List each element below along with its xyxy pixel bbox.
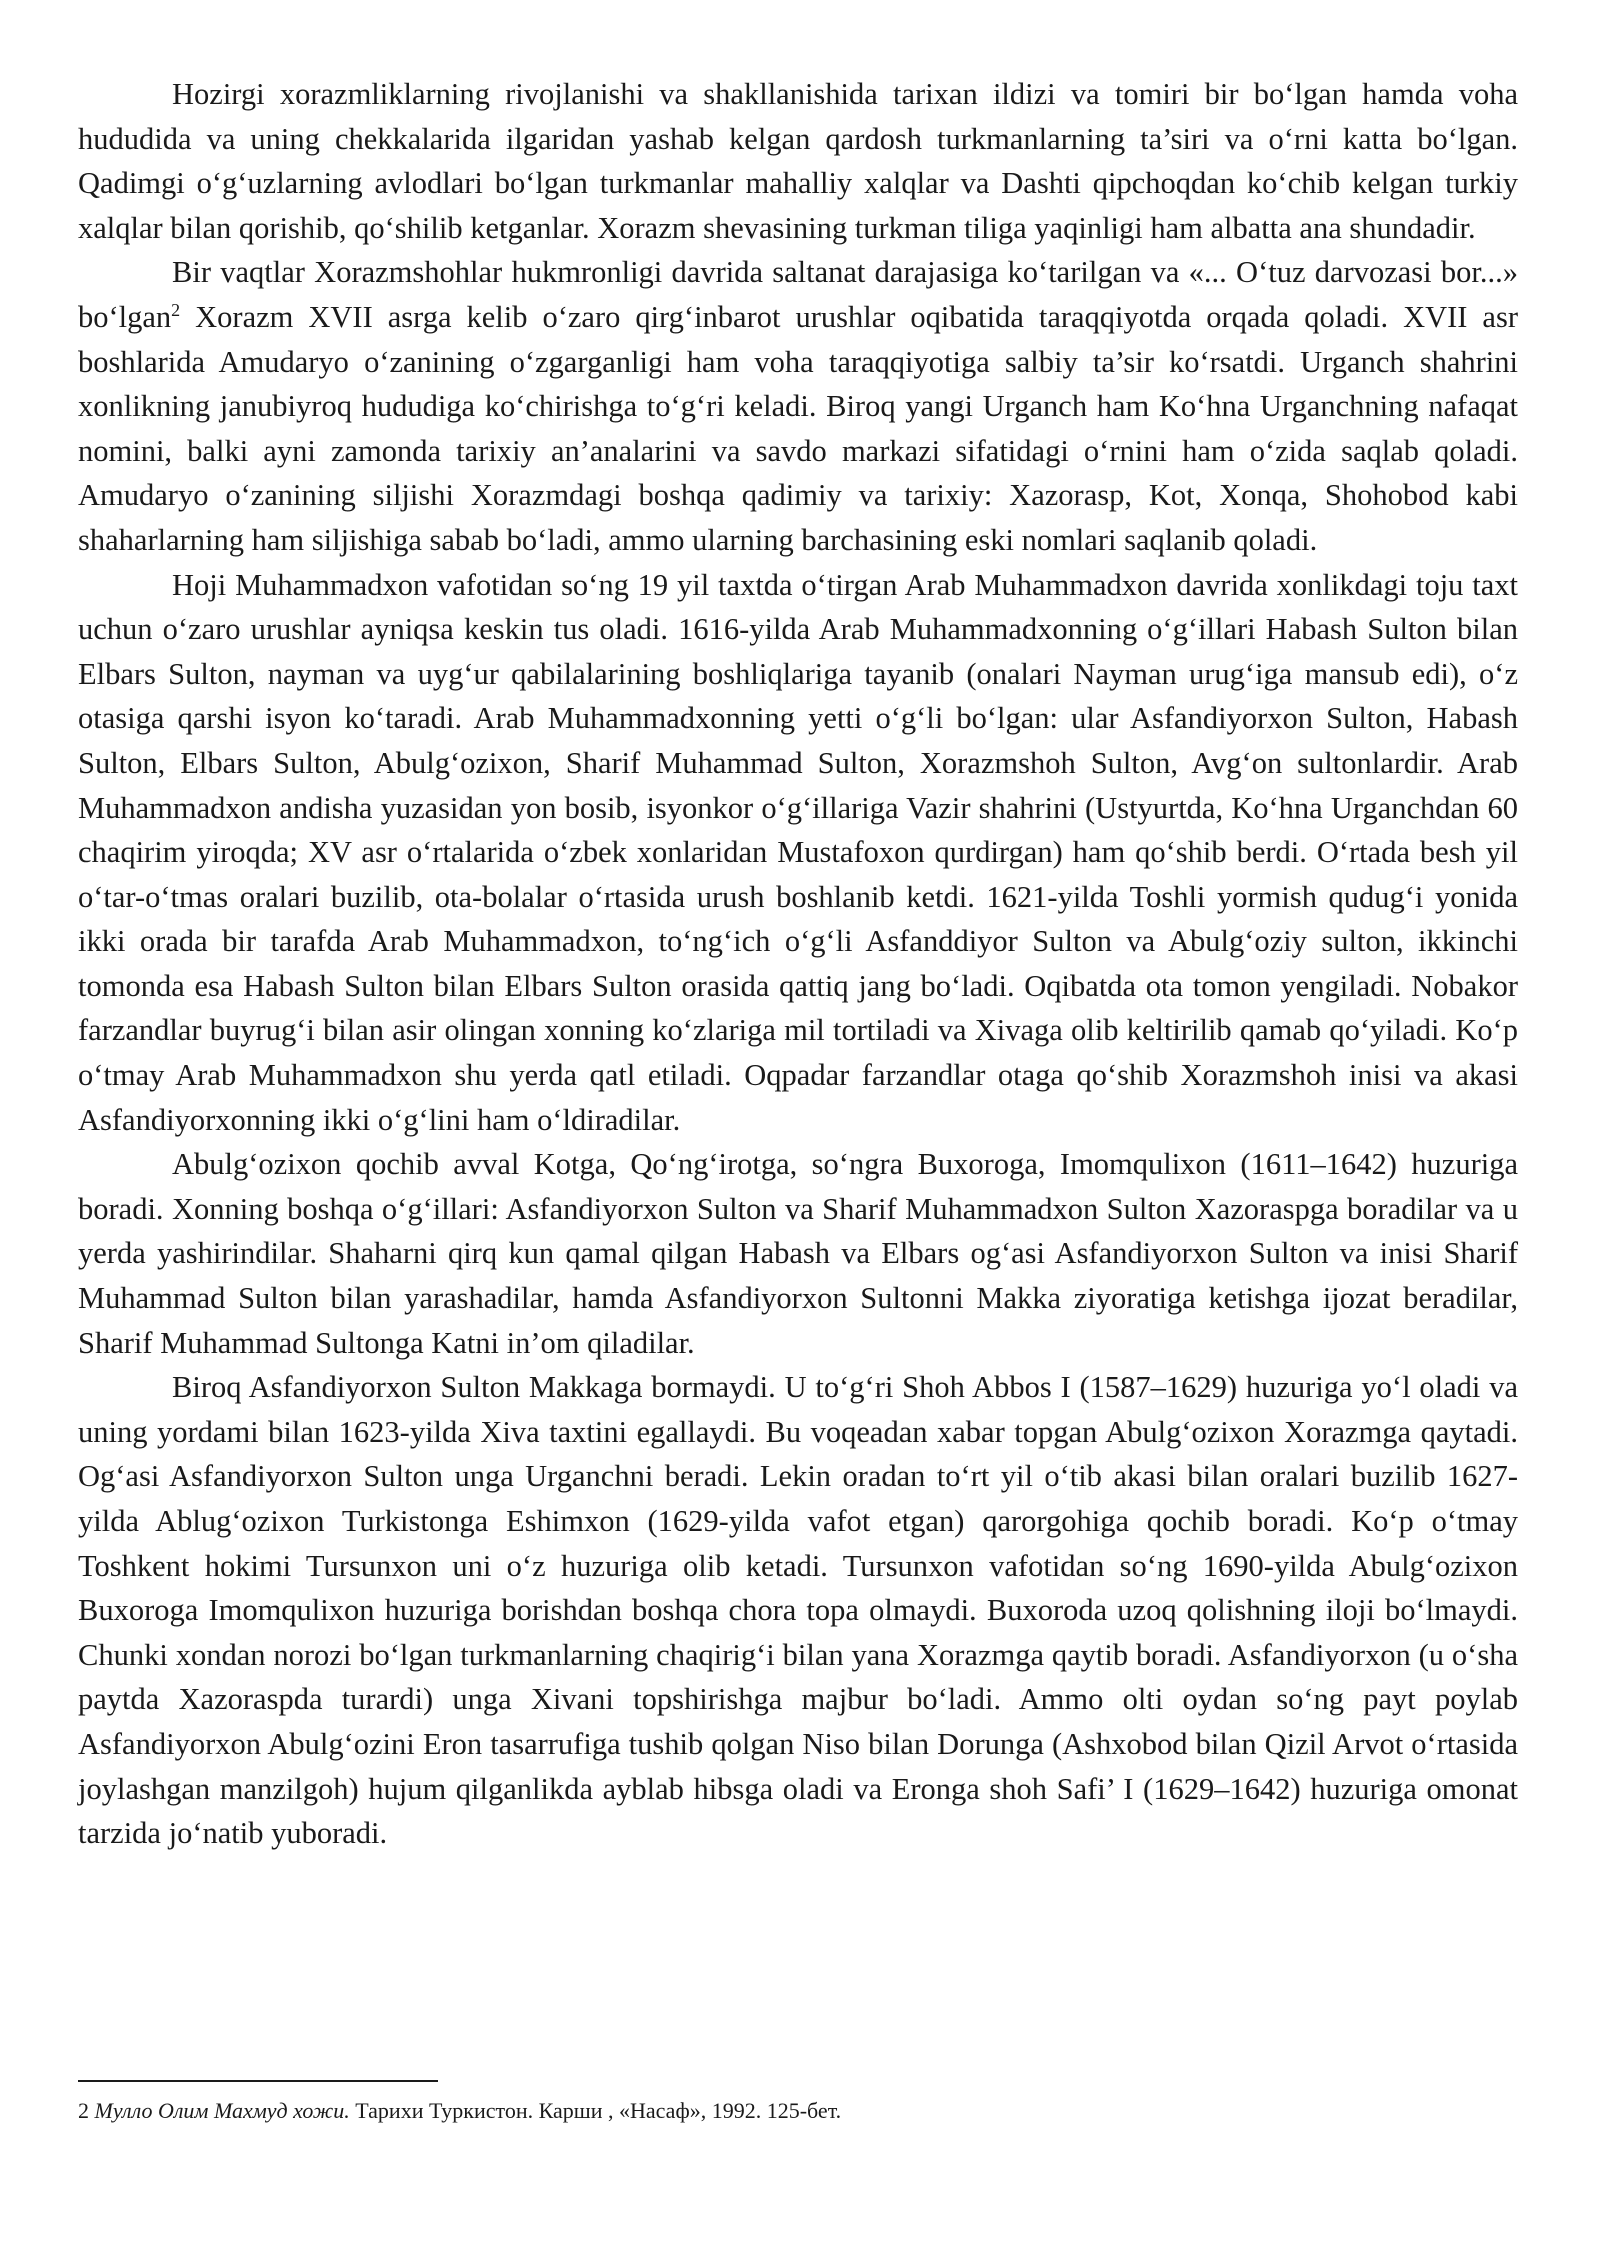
paragraph-1: Hozirgi xorazmliklarning rivojlanishi va shakllanishida tarixan ildizi va tomiri bir bo‘lgan hamda voha hududida va uning chekkalarida ilgaridan yashab kelgan qardosh turkmanlarning ta’siri va o‘rni katta bo‘lgan. Qadimgi o‘g‘uzlarning avlodlari bo‘lgan turkmanlar mahalliy xalqlar va Dashti qipchoqdan ko‘chib kelgan turkiy xalqlar bilan qorishib, qo‘shilib ketganlar. Xorazm shevasining turkman tiliga yaqinligi ham albatta ana shundadir. <box>78 77 1518 245</box>
footnote-number: 2 <box>78 2098 89 2123</box>
footnote-author: Мулло Олим Махмуд хожи. <box>94 2098 350 2123</box>
paragraph-5: Biroq Asfandiyorxon Sulton Makkaga bormaydi. U to‘g‘ri Shoh Abbos I (1587–1629) huzuriga yo‘l oladi va uning yordami bilan 1623-yilda Xiva taxtini egallaydi. Bu voqeadan xabar topgan Abulg‘ozixon Xorazmga qaytadi. Og‘asi Asfandiyorxon Sulton unga Urganchni beradi. Lekin oradan to‘rt yil o‘tib akasi bilan oralari buzilib 1627-yilda Ablug‘ozixon Turkistonga Eshimxon (1629-yilda vafot etgan) qarorgohiga qochib boradi. Ko‘p o‘tmay Toshkent hokimi Tursunxon uni o‘z huzuriga olib ketadi. Tursunxon vafotidan so‘ng 1690-yilda Abulg‘ozixon Buxoroga Imomqulixon huzuriga borishdan boshqa chora topa olmaydi. Buxoroda uzoq qolishning iloji bo‘lmaydi. Chunki xondan norozi bo‘lgan turkmanlarning chaqirig‘i bilan yana Xorazmga qaytib boradi. Asfandiyorxon (u o‘sha paytda Xazoraspda turardi) unga Xivani topshirishga majbur bo‘ladi. Ammo olti oydan so‘ng payt poylab Asfandiyorxon Abulg‘ozini Eron tasarrufiga tushib qolgan Niso bilan Dorunga (Ashxobod bilan Qizil Arvot o‘rtasida joylashgan manzilgoh) hujum qilganlikda ayblab hibsga oladi va Eronga shoh Safi’ I (1629–1642) huzuriga omonat tarzida jo‘natib yuboradi. <box>78 1370 1518 1851</box>
footnote-citation: Тарихи Туркистон. Карши , «Насаф», 1992. 125-бет. <box>349 2098 842 2123</box>
paragraph-4: Abulg‘ozixon qochib avval Kotga, Qo‘ng‘irotga, so‘ngra Buxoroga, Imomqulixon (1611–1642) huzuriga boradi. Xonning boshqa o‘g‘illari: Asfandiyorxon Sulton va Sharif Muhammadxon Sulton Xazoraspga boradilar va u yerda yashirindilar. Shaharni qirq kun qamal qilgan Habash va Elbars og‘asi Asfandiyorxon Sulton va inisi Sharif Muhammad Sulton bilan yarashadilar, hamda Asfandiyorxon Sultonni Makka ziyoratiga ketishga ijozat beradilar, Sharif Muhammad Sultonga Katni in’om qiladilar. <box>78 1147 1518 1360</box>
paragraph-2 <box>78 250 1518 562</box>
footnote-divider <box>78 2080 438 2082</box>
paragraph-3: Hoji Muhammadxon vafotidan so‘ng 19 yil taxtda o‘tirgan Arab Muhammadxon davrida xonlikdagi toju taxt uchun o‘zaro urushlar ayniqsa keskin tus oladi. 1616-yilda Arab Muhammadxonning o‘g‘illari Habash Sulton bilan Elbars Sulton, nayman va uyg‘ur qabilalarining boshliqlariga tayanib (onalari Nayman urug‘iga mansub edi), o‘z otasiga qarshi isyon ko‘taradi. Arab Muhammadxonning yetti o‘g‘li bo‘lgan: ular Asfandiyorxon Sulton, Habash Sulton, Elbars Sulton, Abulg‘ozixon, Sharif Muhammad Sulton, Xorazmshoh Sulton, Avg‘on sultonlardir. Arab Muhammadxon andisha yuzasidan yon bosib, isyonkor o‘g‘illariga Vazir shahrini (Ustyurtda, Ko‘hna Urganchdan 60 chaqirim yiroqda; XV asr o‘rtalarida o‘zbek xonlaridan Mustafoxon qurdirgan) ham qo‘shib berdi. O‘rtada besh yil o‘tar-o‘tmas oralari buzilib, ota-bolalar o‘rtasida urush boshlanib ketdi. 1621-yilda Toshli yormish qudug‘i yonida ikki orada bir tarafda Arab Muhammadxon, to‘ng‘ich o‘g‘li Asfanddiyor Sulton va Abulg‘oziy sulton, ikkinchi tomonda esa Habash Sulton bilan Elbars Sulton orasida qattiq jang bo‘ladi. Oqibatda ota tomon yengiladi. Nobakor farzandlar buyrug‘i bilan asir olingan xonning ko‘zlariga mil tortiladi va Xivaga olib keltirilib qamab qo‘yiladi. Ko‘p o‘tmay Arab Muhammadxon shu yerda qatl etiladi. Oqpadar farzandlar otaga qo‘shib Xorazmshoh inisi va akasi Asfandiyorxonning ikki o‘g‘lini ham o‘ldiradilar. <box>78 567 1518 1137</box>
document-body <box>78 72 1518 1856</box>
paragraph-2-text-before-ref: Bir vaqtlar Xorazmshohlar hukmronligi davrida saltanat darajasiga ko‘tarilgan va «... O‘tuz darvozasi bor...» bo‘lgan <box>78 255 1518 334</box>
paragraph-2-text-after-ref: Xorazm XVII asrga kelib o‘zaro qirg‘inbarot urushlar oqibatida taraqqiyotda orqada qoladi. XVII asr boshlarida Amudaryo o‘zanining o‘zgarganligi ham voha taraqqiyotiga salbiy ta’sir ko‘rsatdi. Urganch shahrini xonlikning janubiyroq hududiga ko‘chirishga to‘g‘ri keladi. Biroq yangi Urganch ham Ko‘hna Urganchning nafaqat nomini, balki ayni zamonda tarixiy an’analarini va savdo markazi sifatidagi o‘rnini ham o‘zida saqlab qoladi. Amudaryo o‘zanining siljishi Xorazmdagi boshqa qadimiy va tarixiy: Xazorasp, Kot, Xonqa, Shohobod kabi shaharlarning ham siljishiga sabab bo‘ladi, ammo ularning barchasining eski nomlari saqlanib qoladi. <box>78 299 1518 557</box>
footnote-reference[interactable]: 2 <box>171 299 181 320</box>
footnote <box>78 2096 1518 2126</box>
